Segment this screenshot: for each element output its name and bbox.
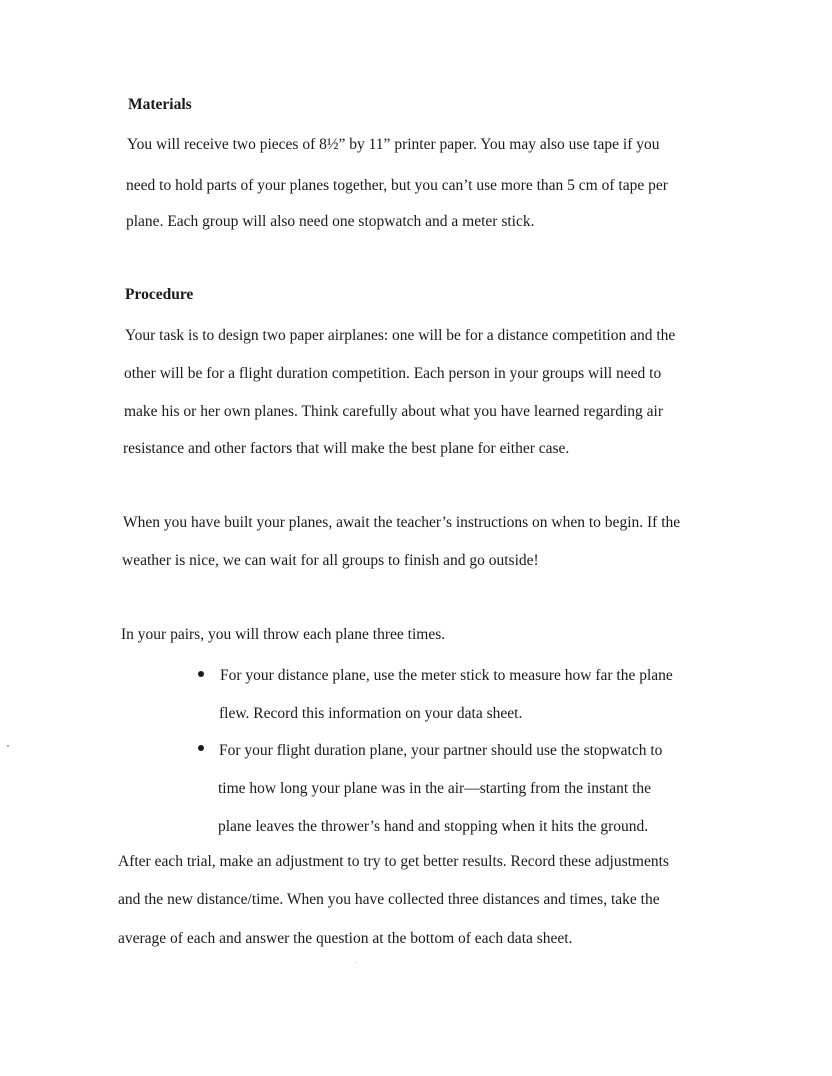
bullet-1-line-2: flew. Record this information on your data sheet. xyxy=(219,705,523,722)
scan-speck xyxy=(7,745,9,747)
procedure-p1-line-3: make his or her own planes. Think carefully about what you have learned regarding air xyxy=(124,403,664,420)
scan-speck xyxy=(356,962,357,963)
procedure-p1-line-4: resistance and other factors that will make the best plane for either case. xyxy=(123,440,570,457)
procedure-p1-line-1: Your task is to design two paper airplanes: one will be for a distance competition and the xyxy=(125,327,676,344)
procedure-heading: Procedure xyxy=(125,286,194,303)
procedure-p1-line-2: other will be for a flight duration competition. Each person in your groups will need to xyxy=(124,365,662,382)
procedure-p2-line-2: weather is nice, we can wait for all groups to finish and go outside! xyxy=(122,552,539,569)
materials-heading: Materials xyxy=(128,96,192,113)
procedure-p4-line-2: and the new distance/time. When you have collected three distances and times, take the xyxy=(118,891,660,908)
procedure-p4-line-3: average of each and answer the question at the bottom of each data sheet. xyxy=(118,930,573,947)
bullet-dot-1 xyxy=(198,671,204,677)
materials-line-1: You will receive two pieces of 8½” by 11” printer paper. You may also use tape if you xyxy=(127,136,660,153)
bullet-2-line-2: time how long your plane was in the air—starting from the instant the xyxy=(218,780,652,797)
materials-line-2: need to hold parts of your planes together, but you can’t use more than 5 cm of tape per xyxy=(126,177,668,194)
procedure-p3-intro: In your pairs, you will throw each plane three times. xyxy=(121,626,446,643)
bullet-dot-2 xyxy=(198,745,204,751)
bullet-2-line-1: For your flight duration plane, your partner should use the stopwatch to xyxy=(219,742,663,759)
materials-line-3: plane. Each group will also need one stopwatch and a meter stick. xyxy=(126,213,535,230)
procedure-p4-line-1: After each trial, make an adjustment to try to get better results. Record these adjustments xyxy=(118,853,669,870)
bullet-2-line-3: plane leaves the thrower’s hand and stopping when it hits the ground. xyxy=(218,818,649,835)
procedure-p2-line-1: When you have built your planes, await the teacher’s instructions on when to begin. If the xyxy=(123,514,681,531)
bullet-1-line-1: For your distance plane, use the meter stick to measure how far the plane xyxy=(220,667,673,684)
